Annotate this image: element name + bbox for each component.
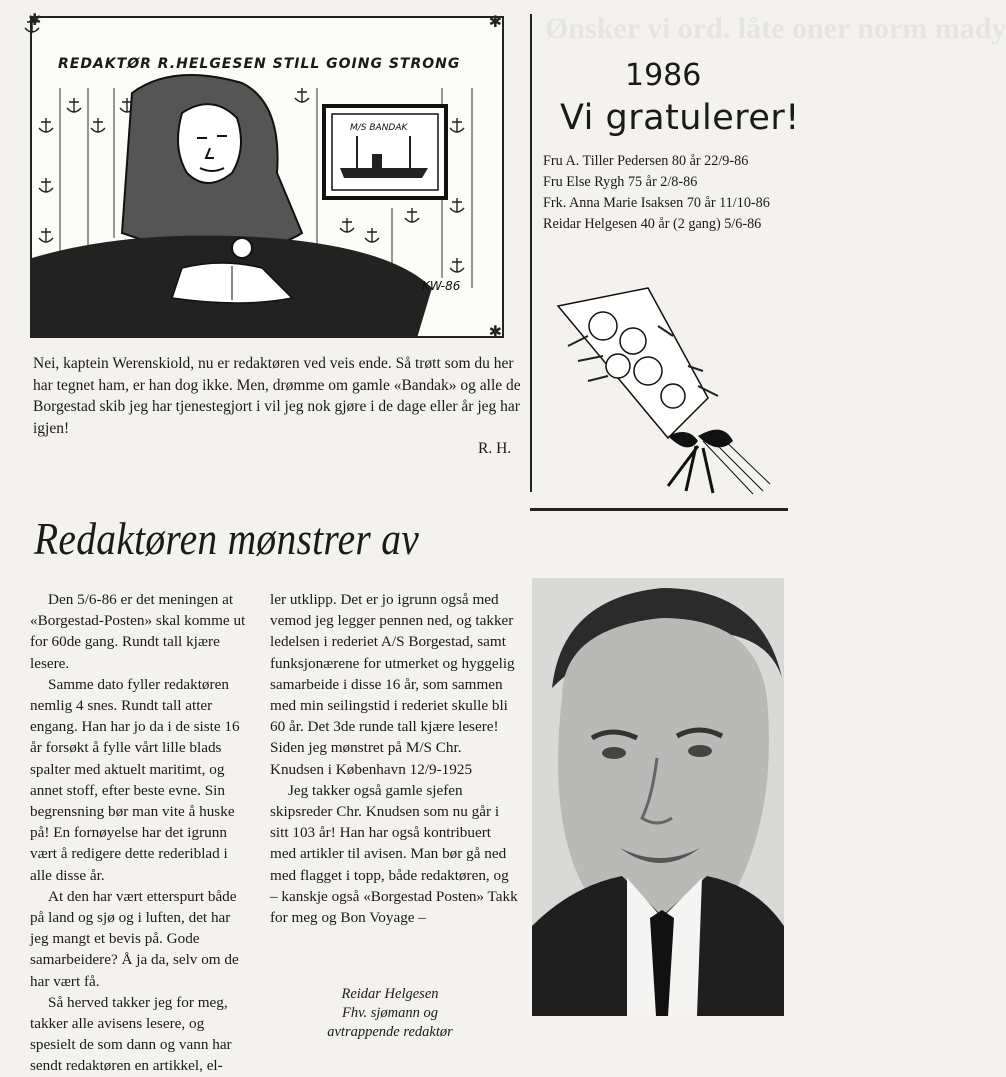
- cartoon-caption: REDAKTØR R.HELGESEN STILL GOING STRONG: [58, 56, 461, 72]
- star-icon: ✱: [488, 14, 502, 31]
- article-column-2: [270, 589, 518, 928]
- signature-line: avtrappende redaktør: [327, 1024, 453, 1040]
- signature-line: Reidar Helgesen: [341, 986, 439, 1002]
- star-icon: ✱: [488, 324, 502, 341]
- article-headline: Redaktøren mønstrer av: [34, 513, 420, 564]
- portrait-photo: [532, 578, 784, 1016]
- congrats-year: 1986: [625, 58, 702, 93]
- signature-line: Fhv. sjømann og: [342, 1005, 438, 1021]
- ship-sign: M/S BANDAK: [350, 123, 408, 133]
- article-column-1: [30, 589, 250, 1077]
- article-paragraph: Jeg takker også gamle sjefen skipsreder Chr. Knudsen som nu går i sitt 103 år! Han har også kontribuert med artikler til avisen. Man bør gå ned med flagget i topp, både redaktøren, og – kanskje også «Borgestad Posten» Takk for meg og Bon Voyage –: [270, 781, 518, 927]
- section-divider: [530, 508, 788, 511]
- article-paragraph: At den har vært etterspurt både på land og sjø og i luften, det har jeg mangt et bevis på. Gode samarbeidere? Å ja da, selv om de har vært få.: [30, 887, 239, 990]
- cartoon-illustration: [28, 12, 504, 341]
- flower-bouquet-illustration: [548, 286, 778, 496]
- article-paragraph: ler utklipp. Det er jo igrunn også med vemod jeg legger pennen ned, og takker ledelsen i rederiet A/S Borgestad, samt funksjonærene for utmerket og hyggelig samarbeide i disse 16 år, som sammen med min seilingstid i rederiet skulle bli 60 år. Det 3de runde tall kjære lesere! Siden jeg mønstret på M/S Chr. Knudsen i København 12/9-1925: [270, 591, 515, 778]
- star-icon: ✱: [32, 324, 46, 341]
- birthday-entry: Reidar Helgesen 40 år (2 gang) 5/6-86: [543, 216, 762, 232]
- ghost-heading: Ønsker vi ord. låte oner norm mady: [545, 12, 1006, 45]
- cartoon-caption-text: Nei, kaptein Werenskiold, nu er redaktøren ved veis ende. Så trøtt som du her har tegnet ham, er han dog ikke. Men, drømme om gamle «Bandak» og alle de Borgestad skib jeg har tjenestegjort i vil jeg nok gjøre i de dage eller år jeg har igjen!: [33, 355, 521, 437]
- birthday-entry: Fru A. Tiller Pedersen 80 år 22/9-86: [543, 153, 749, 169]
- birthday-entry: Fru Else Rygh 75 år 2/8-86: [543, 174, 698, 190]
- star-icon: ✱: [28, 12, 42, 29]
- birthday-list: [543, 151, 793, 235]
- column-divider: [530, 14, 532, 492]
- birthday-entry: Frk. Anna Marie Isaksen 70 år 11/10-86: [543, 195, 770, 211]
- article-paragraph: Så herved takker jeg for meg, takker alle avisens lesere, og spesielt de som dann og vann har sendt redaktøren en artikkel, el-: [30, 993, 232, 1075]
- article-paragraph: Den 5/6-86 er det meningen at «Borgestad-Posten» skal komme ut for 60de gang. Rundt tall kjære lesere.: [30, 591, 246, 672]
- congrats-title: Vi gratulerer!: [560, 98, 800, 138]
- article-paragraph: Samme dato fyller redaktøren nemlig 4 snes. Rundt tall atter engang. Han har jo da i de siste 16 år forsøkt å fylle vårt lille blads spalter med aktuelt maritimt, og annet stoff, efter beste evne. Sin begrensning bør man vite å huske på! En fornøyelse har det igrunn vært å redigere dette rederiblad i alle disse år.: [30, 675, 240, 884]
- article-signature: [290, 985, 490, 1042]
- caption-signature: R. H.: [478, 440, 512, 457]
- artist-signature: KW-86: [422, 279, 461, 293]
